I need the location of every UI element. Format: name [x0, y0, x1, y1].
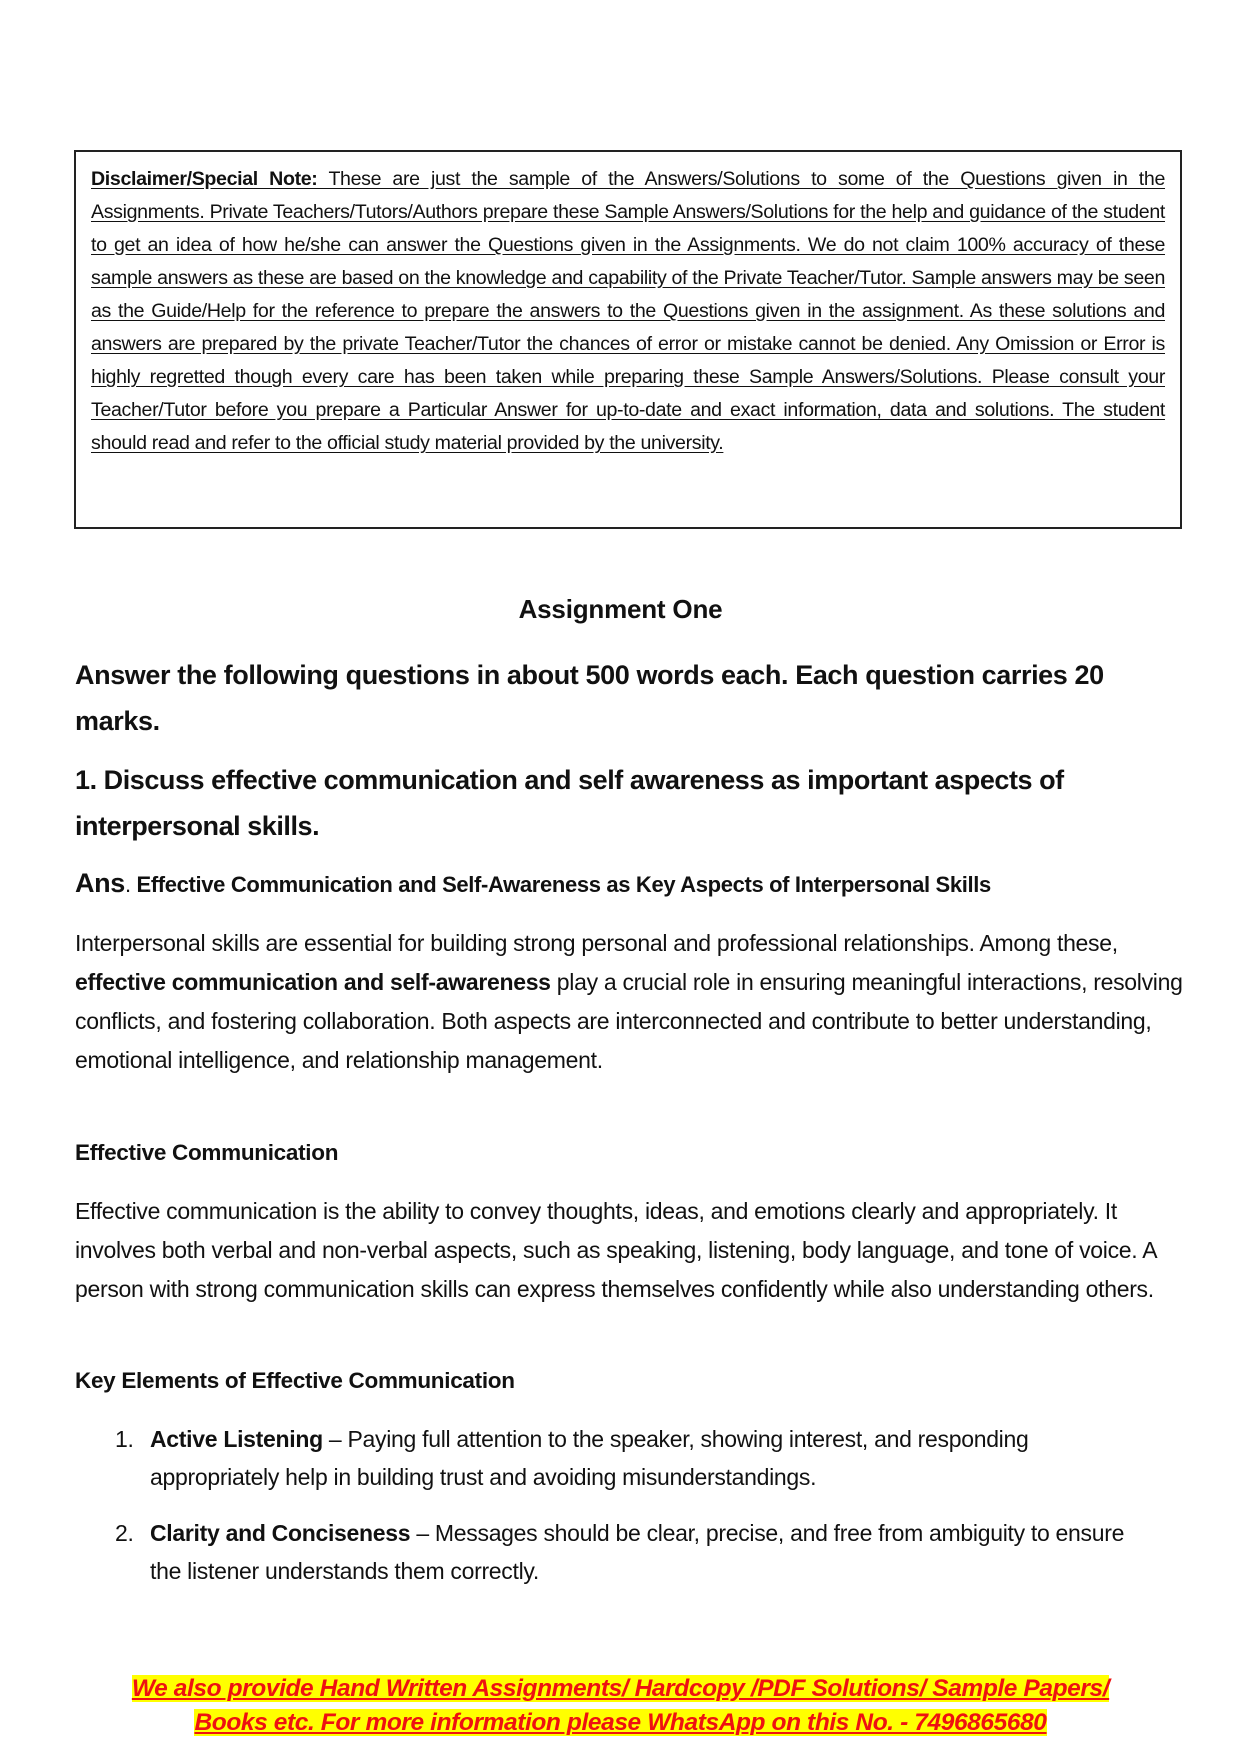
list-item-term: Active Listening — [150, 1426, 323, 1452]
assignment-instructions: Answer the following questions in about 500 words each. Each question carries 20 marks. — [75, 660, 1104, 736]
effective-communication-paragraph: Effective communication is the ability to convey thoughts, ideas, and emotions clearly and appropriately. It involves both verbal and non-verbal aspects, such as speaking, listening, body language, and tone of voice. A person with strong communication skills can express themselves confidently while also understanding others. — [75, 1198, 1156, 1302]
promo-footer — [0, 1672, 1241, 1740]
disclaimer-text — [91, 163, 1165, 460]
key-elements-list — [75, 1420, 1155, 1590]
disclaimer-label: Disclaimer/Special Note: — [91, 168, 318, 190]
intro-paragraph — [75, 924, 1185, 1080]
disclaimer-box — [74, 150, 1182, 529]
list-item — [75, 1514, 1155, 1590]
answer-heading — [75, 868, 1195, 899]
assignment-title: Assignment One — [518, 594, 723, 624]
answer-heading-text: Effective Communication and Self-Awareness as Key Aspects of Interpersonal Skills — [130, 872, 991, 897]
list-item-term: Clarity and Conciseness — [150, 1520, 411, 1546]
intro-bold-text: effective communication and self-awareness — [75, 969, 551, 995]
intro-text-part1: Interpersonal skills are essential for building strong personal and professional relationships. Among these, — [75, 930, 1118, 956]
answer-dot: . — [124, 872, 131, 897]
intro-text-part2: play a crucial role in ensuring meaningful interactions, resolving conflicts, and fostering collaboration. Both aspects are interconnected and contribute to better understanding, emotional intelligence, and relationship management. — [75, 969, 1183, 1073]
promo-line-1: We also provide Hand Written Assignments/ Hardcopy /PDF Solutions/ Sample Papers/ — [131, 1675, 1110, 1702]
list-item-number: 2. — [115, 1520, 134, 1546]
answer-label: Ans — [75, 868, 125, 898]
list-item — [75, 1420, 1155, 1496]
list-item-number: 1. — [115, 1426, 134, 1452]
section-heading-effective-communication: Effective Communication — [75, 1140, 339, 1165]
disclaimer-body: These are just the sample of the Answers/Solutions to some of the Questions given in the Assignments. Private Teachers/Tutors/Authors prepare these Sample Answers/Solutions for the help and guidance of the student to get an idea of how he/she can answer the Questions given in the Assignments. We do not claim 100% accuracy of these sample answers as these are based on the knowledge and capability of the Private Teacher/Tutor. Sample answers may be seen as the Guide/Help for the reference to prepare the answers to the Questions given in the assignment. As these solutions and answers are prepared by the private Teacher/Tutor the chances of error or mistake cannot be denied. Any Omission or Error is highly regretted though every care has been taken while preparing these Sample Answers/Solutions. Please consult your Teacher/Tutor before you prepare a Particular Answer for up-to-date and exact information, data and solutions. The student should read and refer to the official study material provided by the university. — [91, 168, 1166, 454]
promo-line-2: Books etc. For more information please WhatsApp on this No. - 7496865680 — [194, 1709, 1047, 1736]
list-item-description: – Messages should be clear, precise, and free from ambiguity to ensure the listener understands them correctly. — [150, 1520, 1125, 1584]
list-item-description: – Paying full attention to the speaker, showing interest, and responding appropriately help in building trust and avoiding misunderstandings. — [150, 1426, 1029, 1490]
question-1: 1. Discuss effective communication and self awareness as important aspects of interpersonal skills. — [75, 765, 1064, 841]
section-heading-key-elements: Key Elements of Effective Communication — [75, 1368, 515, 1393]
